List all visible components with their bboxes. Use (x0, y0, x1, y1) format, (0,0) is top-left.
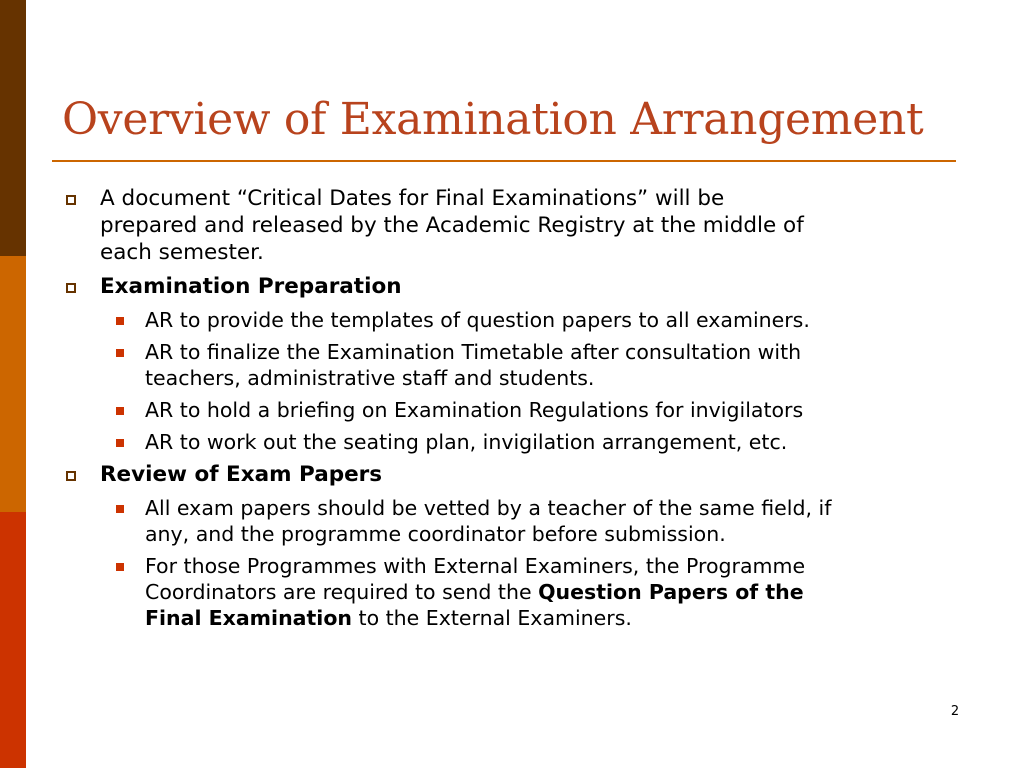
text-run: Coordinators are required to send the (145, 580, 539, 604)
sub-bullet-text: AR to hold a briefing on Examination Regulations for invigilators (145, 398, 804, 422)
bullet-text-line: each semester. (100, 240, 264, 265)
sub-bullet-icon (116, 317, 124, 325)
sub-bullet-icon (116, 439, 124, 447)
text-run: to the External Examiners. (352, 606, 632, 630)
sub-bullet-text: AR to finalize the Examination Timetable after consultation with (145, 340, 802, 364)
slide-title: Overview of Examination Arrangement (62, 94, 924, 145)
sub-bullet-text: any, and the programme coordinator before submission. (145, 522, 726, 546)
bullet-icon (66, 471, 76, 481)
sub-bullet-text-mixed (145, 579, 975, 605)
bullet-icon (66, 283, 76, 293)
emphasis-text: Question Papers of the (538, 580, 804, 604)
emphasis-text: Final Examination (145, 606, 353, 630)
section-heading: Examination Preparation (100, 274, 402, 299)
sub-bullet-icon (116, 563, 124, 571)
sub-bullet-icon (116, 505, 124, 513)
sub-bullet-text: teachers, administrative staff and students. (145, 366, 595, 390)
bullet-icon (66, 195, 76, 205)
sub-bullet-text: All exam papers should be vetted by a teacher of the same field, if (145, 496, 832, 520)
sub-bullet-text: AR to provide the templates of question papers to all examiners. (145, 308, 810, 332)
sub-bullet-text: For those Programmes with External Examiners, the Programme (145, 554, 806, 578)
sub-bullet-text-mixed (145, 605, 975, 631)
sub-bullet-icon (116, 349, 124, 357)
sub-bullet-text: AR to work out the seating plan, invigilation arrangement, etc. (145, 430, 788, 454)
section-heading: Review of Exam Papers (100, 462, 383, 487)
bullet-text-line: prepared and released by the Academic Registry at the middle of (100, 213, 804, 238)
bullet-text-line: A document “Critical Dates for Final Examinations” will be (100, 186, 725, 211)
page-number: 2 (950, 704, 960, 719)
sub-bullet-icon (116, 407, 124, 415)
